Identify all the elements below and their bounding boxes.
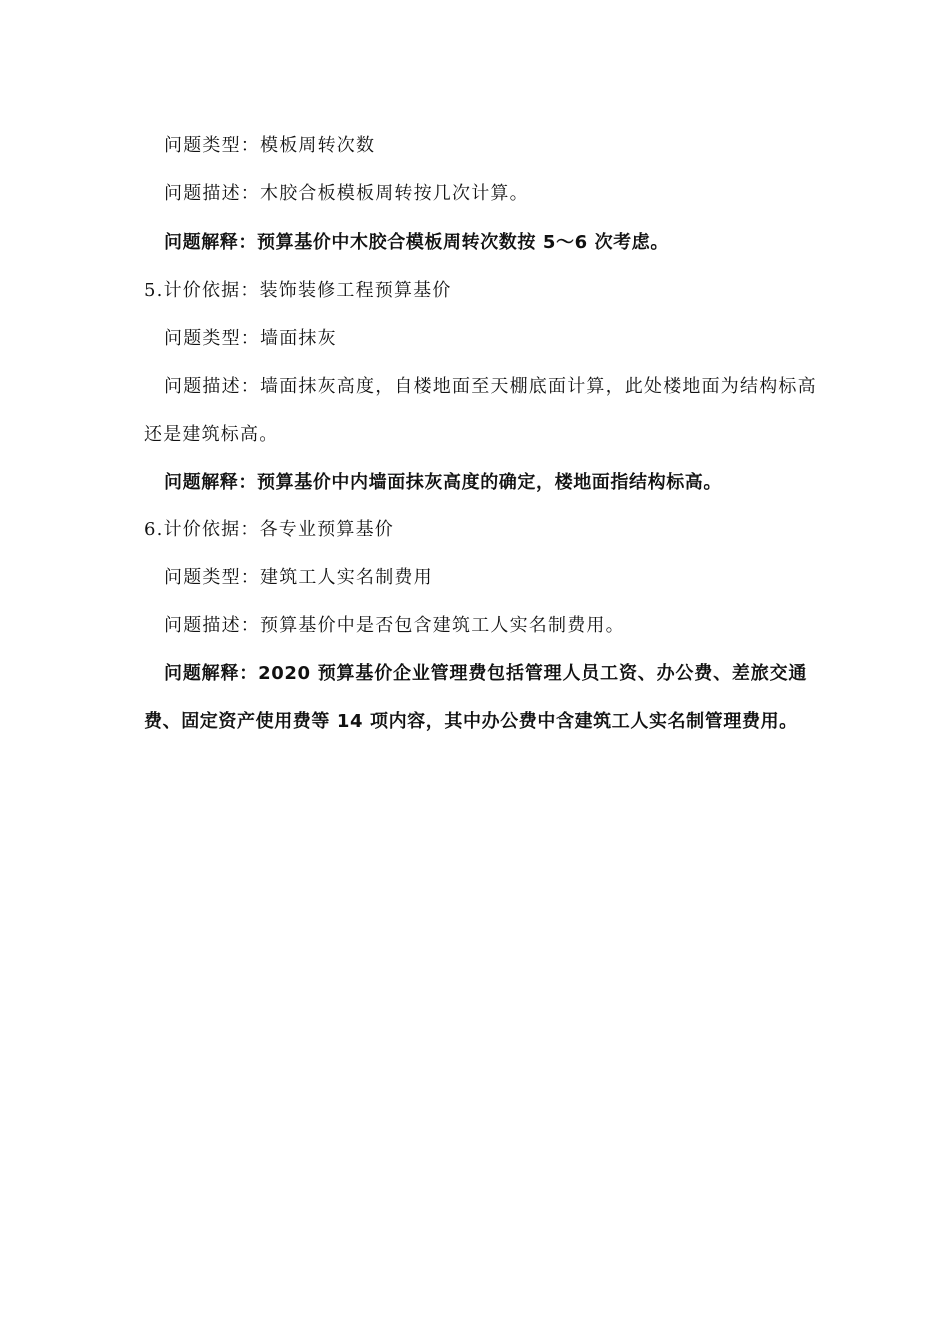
pricing-basis-heading: 6.计价依据：各专业预算基价 [144, 519, 394, 540]
question-explanation-line: 问题解释：预算基价中内墙面抹灰高度的确定，楼地面指结构标高。 [164, 472, 722, 493]
question-explanation-line: 问题解释：预算基价中木胶合模板周转次数按 5～6 次考虑。 [164, 232, 669, 253]
question-type-line: 问题类型：模板周转次数 [164, 135, 376, 156]
question-description-line: 问题描述：墙面抹灰高度，自楼地面至天棚底面计算，此处楼地面为结构标高 [164, 376, 817, 397]
pricing-basis-heading: 5.计价依据：装饰装修工程预算基价 [144, 280, 452, 301]
question-description-line: 问题描述：预算基价中是否包含建筑工人实名制费用。 [164, 615, 625, 636]
question-explanation-continuation: 费、固定资产使用费等 14 项内容，其中办公费中含建筑工人实名制管理费用。 [144, 711, 798, 732]
question-description-line: 问题描述：木胶合板模板周转按几次计算。 [164, 183, 529, 204]
question-description-continuation: 还是建筑标高。 [144, 424, 279, 445]
question-type-line: 问题类型：墙面抹灰 [164, 328, 337, 349]
question-type-line: 问题类型：建筑工人实名制费用 [164, 567, 433, 588]
question-explanation-line: 问题解释：2020 预算基价企业管理费包括管理人员工资、办公费、差旅交通 [164, 663, 807, 684]
